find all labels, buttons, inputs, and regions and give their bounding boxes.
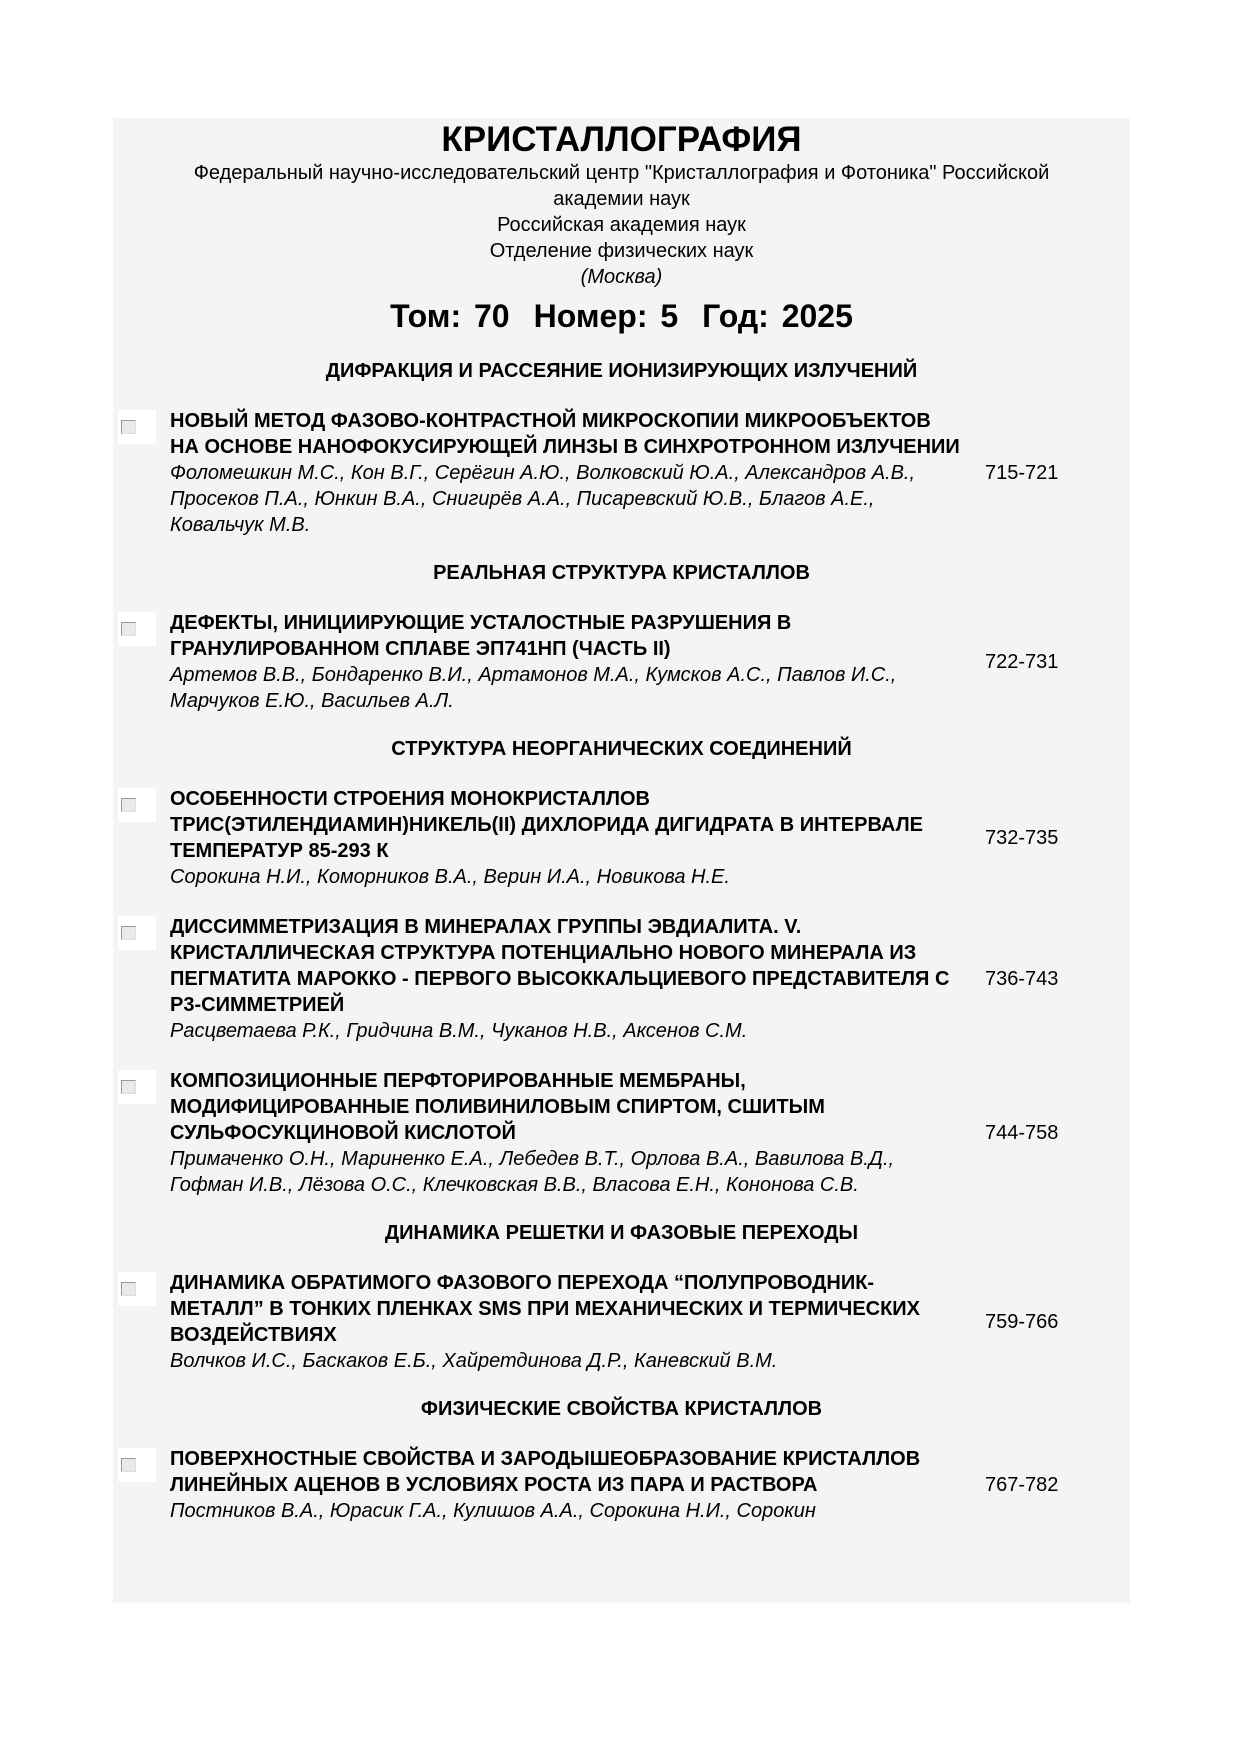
article-checkbox[interactable] xyxy=(113,1446,170,1524)
article-checkbox[interactable] xyxy=(113,408,170,538)
article-pages: 759-766 xyxy=(985,1310,1059,1333)
article-entry xyxy=(113,586,1130,714)
article-checkbox[interactable] xyxy=(113,786,170,890)
article-authors: Волчков И.С., Баскаков Е.Б., Хайретдинова Д.Р., Каневский В.М. xyxy=(170,1350,778,1372)
article-authors: Постников В.А., Юрасик Г.А., Кулишов А.А., Сорокина Н.И., Сорокин xyxy=(170,1500,816,1522)
article-entry xyxy=(113,1422,1130,1524)
article-body xyxy=(170,408,960,538)
image-placeholder-icon xyxy=(118,410,156,444)
article-pages: 732-735 xyxy=(985,826,1059,849)
article-authors: Сорокина Н.И., Коморников В.А., Верин И.А., Новикова Н.Е. xyxy=(170,866,730,888)
article-entry xyxy=(113,1044,1130,1198)
journal-city: (Москва) xyxy=(580,266,663,288)
table-of-contents xyxy=(113,336,1130,1524)
issue-number: Номер: 5 xyxy=(533,298,679,334)
article-title[interactable]: ДЕФЕКТЫ, ИНИЦИИРУЮЩИЕ УСТАЛОСТНЫЕ РАЗРУШЕНИЯ В ГРАНУЛИРОВАННОМ СПЛАВЕ ЭП741НП (ЧАСТЬ II) xyxy=(170,612,792,660)
section-heading: ДИФРАКЦИЯ И РАССЕЯНИЕ ИОНИЗИРУЮЩИХ ИЗЛУЧЕНИЙ xyxy=(325,360,918,382)
section-heading: ФИЗИЧЕСКИЕ СВОЙСТВА КРИСТАЛЛОВ xyxy=(420,1398,823,1420)
article-entry xyxy=(113,384,1130,538)
article-body xyxy=(170,1068,960,1198)
article-title[interactable]: ДИССИММЕТРИЗАЦИЯ В МИНЕРАЛАХ ГРУППЫ ЭВДИАЛИТА. V. КРИСТАЛЛИЧЕСКАЯ СТРУКТУРА ПОТЕНЦИАЛЬНО НОВОГО МИНЕРАЛА ИЗ ПЕГМАТИТА МАРОККО - ПЕРВОГО ВЫСОККАЛЬЦИЕВОГО ПРЕДСТАВИТЕЛЯ С Р3-СИММЕТРИЕЙ xyxy=(170,916,950,1016)
article-title[interactable]: ПОВЕРХНОСТНЫЕ СВОЙСТВА И ЗАРОДЫШЕОБРАЗОВАНИЕ КРИСТАЛЛОВ ЛИНЕЙНЫХ АЦЕНОВ В УСЛОВИЯХ РОСТА ИЗ ПАРА И РАСТВОРА xyxy=(170,1448,921,1496)
article-entry xyxy=(113,1246,1130,1374)
article-authors: Фоломешкин М.С., Кон В.Г., Серёгин А.Ю., Волковский Ю.А., Александров А.В., Просеков П.А., Юнкин В.А., Снигирёв А.А., Писаревский Ю.В., Благов А.Е., Ковальчук М.В. xyxy=(170,462,916,536)
article-title[interactable]: ОСОБЕННОСТИ СТРОЕНИЯ МОНОКРИСТАЛЛОВ ТРИС(ЭТИЛЕНДИАМИН)НИКЕЛЬ(II) ДИХЛОРИДА ДИГИДРАТА В ИНТЕРВАЛЕ ТЕМПЕРАТУР 85-293 К xyxy=(170,788,923,862)
article-checkbox[interactable] xyxy=(113,1270,170,1374)
article-authors: Артемов В.В., Бондаренко В.И., Артамонов М.А., Кумсков А.С., Павлов И.С., Марчуков Е.Ю., Васильев А.Л. xyxy=(170,664,897,712)
journal-title: КРИСТАЛЛОГРАФИЯ xyxy=(441,120,802,159)
article-pages: 736-743 xyxy=(985,967,1059,990)
article-entry xyxy=(113,890,1130,1044)
article-body xyxy=(170,786,960,890)
article-title[interactable]: ДИНАМИКА ОБРАТИМОГО ФАЗОВОГО ПЕРЕХОДА “ПОЛУПРОВОДНИК-МЕТАЛЛ” В ТОНКИХ ПЛЕНКАХ SMS ПРИ МЕХАНИЧЕСКИХ И ТЕРМИЧЕСКИХ ВОЗДЕЙСТВИЯХ xyxy=(170,1272,921,1346)
article-checkbox[interactable] xyxy=(113,914,170,1044)
article-authors: Примаченко О.Н., Мариненко Е.А., Лебедев В.Т., Орлова В.А., Вавилова В.Д., Гофман И.В., Лёзова О.С., Клечковская В.В., Власова Е.Н., Кононова С.В. xyxy=(170,1148,895,1196)
article-checkbox[interactable] xyxy=(113,610,170,714)
article-body xyxy=(170,1446,960,1524)
issue-info xyxy=(113,296,1130,336)
article-body xyxy=(170,610,960,714)
year: Год: 2025 xyxy=(702,298,853,334)
article-checkbox[interactable] xyxy=(113,1068,170,1198)
contents-page xyxy=(113,118,1130,1603)
image-placeholder-icon xyxy=(118,1272,156,1306)
image-placeholder-icon xyxy=(118,1070,156,1104)
publisher-line: Российская академия наук xyxy=(497,214,746,236)
section-heading: ДИНАМИКА РЕШЕТКИ И ФАЗОВЫЕ ПЕРЕХОДЫ xyxy=(384,1222,859,1244)
article-pages: 744-758 xyxy=(985,1121,1059,1144)
image-placeholder-icon xyxy=(118,916,156,950)
article-title[interactable]: НОВЫЙ МЕТОД ФАЗОВО-КОНТРАСТНОЙ МИКРОСКОПИИ МИКРООБЪЕКТОВ НА ОСНОВЕ НАНОФОКУСИРУЮЩЕЙ ЛИНЗЫ В СИНХРОТРОННОМ ИЗЛУЧЕНИИ xyxy=(170,410,960,458)
image-placeholder-icon xyxy=(118,1448,156,1482)
article-pages: 767-782 xyxy=(985,1473,1059,1496)
article-pages: 715-721 xyxy=(985,461,1059,484)
publisher-line: академии наук xyxy=(553,188,690,210)
journal-header xyxy=(113,118,1130,336)
publisher-line: Отделение физических наук xyxy=(489,240,754,262)
article-authors: Расцветаева Р.К., Гридчина В.М., Чуканов Н.В., Аксенов С.М. xyxy=(170,1020,748,1042)
article-entry xyxy=(113,762,1130,890)
image-placeholder-icon xyxy=(118,788,156,822)
article-pages: 722-731 xyxy=(985,650,1059,673)
article-body xyxy=(170,1270,960,1374)
section-heading: РЕАЛЬНАЯ СТРУКТУРА КРИСТАЛЛОВ xyxy=(433,562,810,584)
section-heading: СТРУКТУРА НЕОРГАНИЧЕСКИХ СОЕДИНЕНИЙ xyxy=(391,738,852,760)
article-body xyxy=(170,914,960,1044)
publisher-line: Федеральный научно-исследовательский центр "Кристаллография и Фотоника" Российской xyxy=(193,162,1050,184)
article-title[interactable]: КОМПОЗИЦИОННЫЕ ПЕРФТОРИРОВАННЫЕ МЕМБРАНЫ, МОДИФИЦИРОВАННЫЕ ПОЛИВИНИЛОВЫМ СПИРТОМ, СШИТЫМ СУЛЬФОСУКЦИНОВОЙ КИСЛОТОЙ xyxy=(170,1070,825,1144)
image-placeholder-icon xyxy=(118,612,156,646)
volume: Том: 70 xyxy=(390,298,510,334)
